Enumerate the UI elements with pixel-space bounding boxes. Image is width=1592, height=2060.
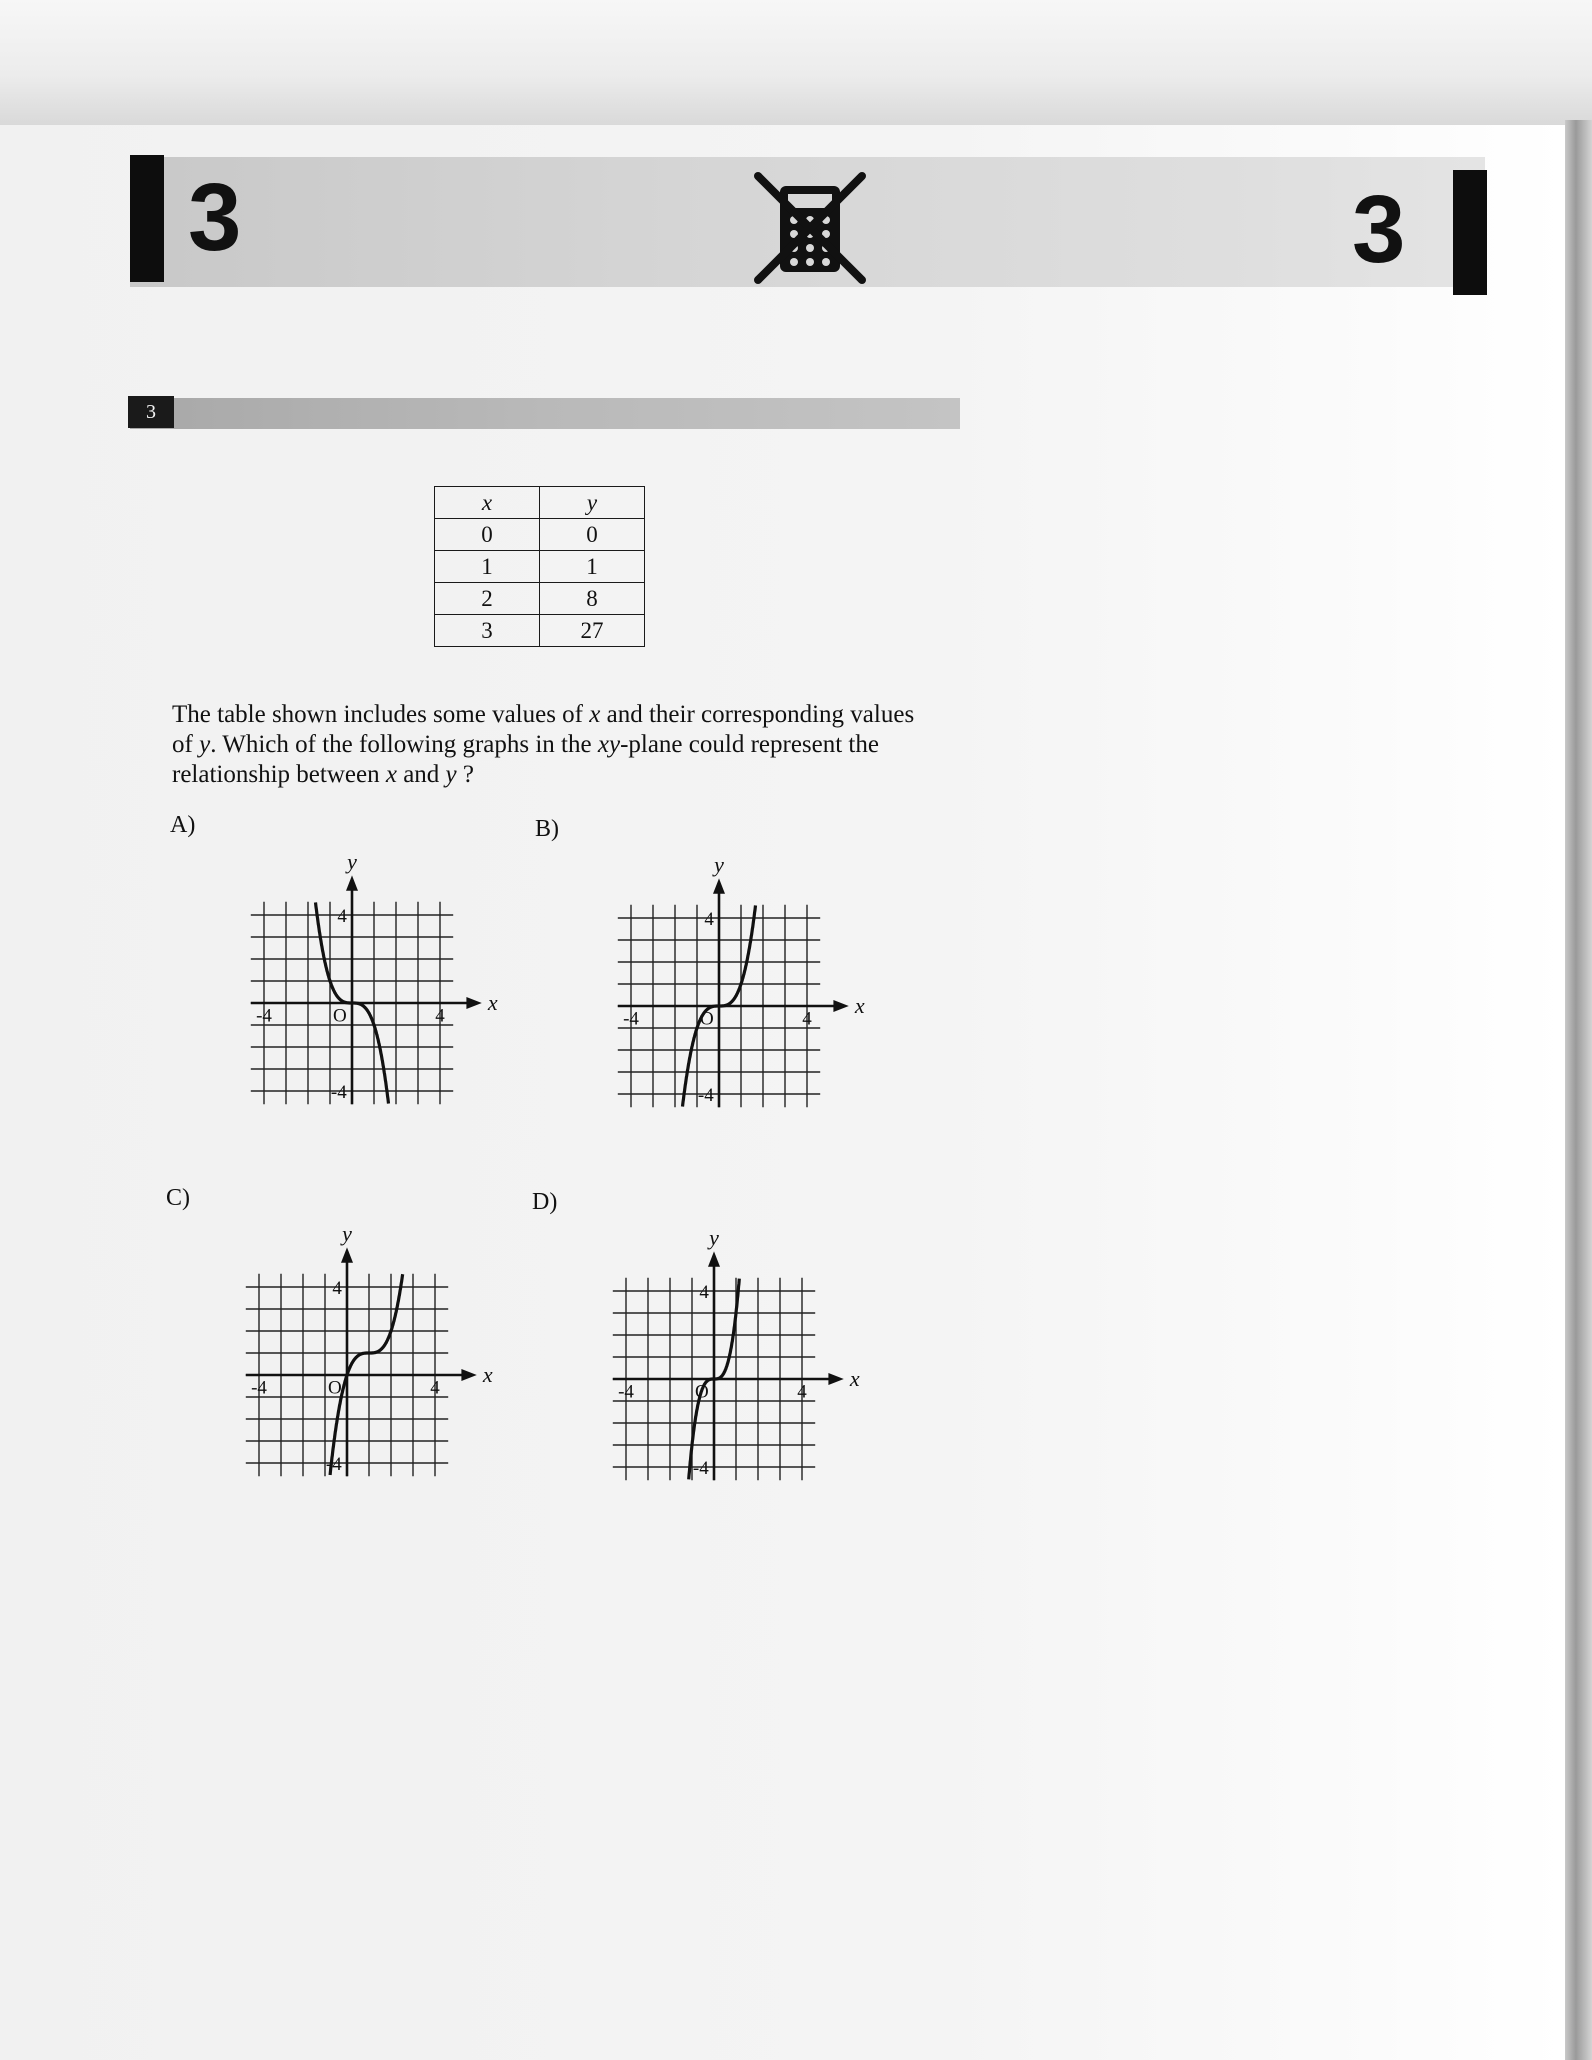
graph-svg (213, 1197, 533, 1497)
variable-xy: xy (597, 731, 621, 758)
question-text-part: and (396, 761, 446, 788)
x-tick-neg: -4 (256, 1005, 272, 1027)
x-tick-neg: -4 (618, 1381, 634, 1403)
origin-label: O (695, 1381, 709, 1403)
table-header-y: y (540, 487, 645, 519)
graph-svg (580, 1201, 900, 1501)
origin-label: O (328, 1377, 342, 1399)
y-axis-arrow (341, 1247, 353, 1262)
x-axis-label: x (482, 1362, 493, 1387)
y-tick-neg: -4 (692, 1458, 709, 1479)
table-cell: 0 (435, 519, 540, 551)
y-tick-pos: 4 (699, 1282, 709, 1303)
table-row (435, 615, 645, 647)
table-cell: 2 (435, 583, 540, 615)
section-number-left: 3 (188, 164, 242, 271)
option-c-label[interactable]: C) (166, 1185, 190, 1211)
y-axis-arrow (708, 1251, 720, 1266)
question-text-part: -plane could represent the relationship between (172, 731, 879, 788)
y-axis-label: y (714, 851, 724, 877)
table-cell: 27 (540, 615, 645, 647)
origin-label: O (333, 1005, 347, 1027)
y-axis-label: y (342, 1220, 352, 1246)
x-axis-arrow (833, 1000, 848, 1012)
graph-option-b[interactable] (585, 828, 905, 1133)
x-tick-pos: 4 (797, 1381, 807, 1403)
graph-option-c[interactable] (213, 1197, 533, 1502)
graph-option-d[interactable] (580, 1201, 900, 1506)
question-text (172, 700, 932, 790)
x-axis-arrow (461, 1369, 476, 1381)
origin-label: O (700, 1008, 714, 1030)
graph-svg (585, 828, 905, 1128)
scan-top-strip (0, 0, 1592, 127)
header-bar-right (1453, 170, 1487, 295)
y-tick-pos: 4 (337, 906, 347, 927)
y-tick-pos: 4 (704, 909, 714, 930)
y-tick-pos: 4 (332, 1278, 342, 1299)
y-tick-neg: -4 (330, 1082, 347, 1103)
section-number-right: 3 (1352, 176, 1406, 283)
y-axis-label: y (347, 848, 357, 874)
x-tick-pos: 4 (802, 1008, 812, 1030)
x-tick-pos: 4 (435, 1005, 445, 1027)
graph-option-a[interactable] (218, 825, 538, 1130)
xy-values-table (434, 486, 645, 647)
question-text-part: ? (456, 761, 475, 788)
x-tick-neg: -4 (623, 1008, 639, 1030)
y-axis-arrow (713, 878, 725, 893)
question-number: 3 (128, 396, 174, 428)
option-a-label[interactable]: A) (170, 812, 196, 838)
table-header-x: x (435, 487, 540, 519)
option-d-label[interactable]: D) (532, 1189, 558, 1215)
y-axis-label: y (709, 1224, 719, 1250)
y-tick-neg: -4 (325, 1454, 342, 1475)
table-cell: 0 (540, 519, 645, 551)
variable-y: y (445, 761, 457, 788)
x-axis-label: x (487, 990, 498, 1015)
option-b-label[interactable]: B) (535, 816, 559, 842)
x-axis-arrow (466, 997, 481, 1009)
table-cell: 1 (540, 551, 645, 583)
table-row (435, 583, 645, 615)
no-calculator-icon (750, 172, 870, 284)
question-text-part: . Which of the following graphs in the (210, 731, 598, 758)
question-text-part: and their corresponding values of (172, 701, 915, 758)
page-edge (1565, 120, 1592, 2060)
question-bar (130, 398, 960, 429)
header-bar-left (130, 155, 164, 282)
x-axis-label: x (854, 993, 865, 1018)
table-cell: 3 (435, 615, 540, 647)
table-row (435, 519, 645, 551)
x-tick-neg: -4 (251, 1377, 267, 1399)
question-text-part: The table shown includes some values of (172, 701, 590, 728)
variable-x: x (385, 761, 397, 788)
table-row (435, 551, 645, 583)
table-cell: 1 (435, 551, 540, 583)
x-axis-label: x (849, 1366, 860, 1391)
x-axis-arrow (828, 1373, 843, 1385)
variable-y: y (199, 731, 211, 758)
graph-svg (218, 825, 538, 1125)
table-cell: 8 (540, 583, 645, 615)
y-axis-arrow (346, 875, 358, 890)
y-tick-neg: -4 (697, 1085, 714, 1106)
x-tick-pos: 4 (430, 1377, 440, 1399)
variable-x: x (589, 701, 601, 728)
